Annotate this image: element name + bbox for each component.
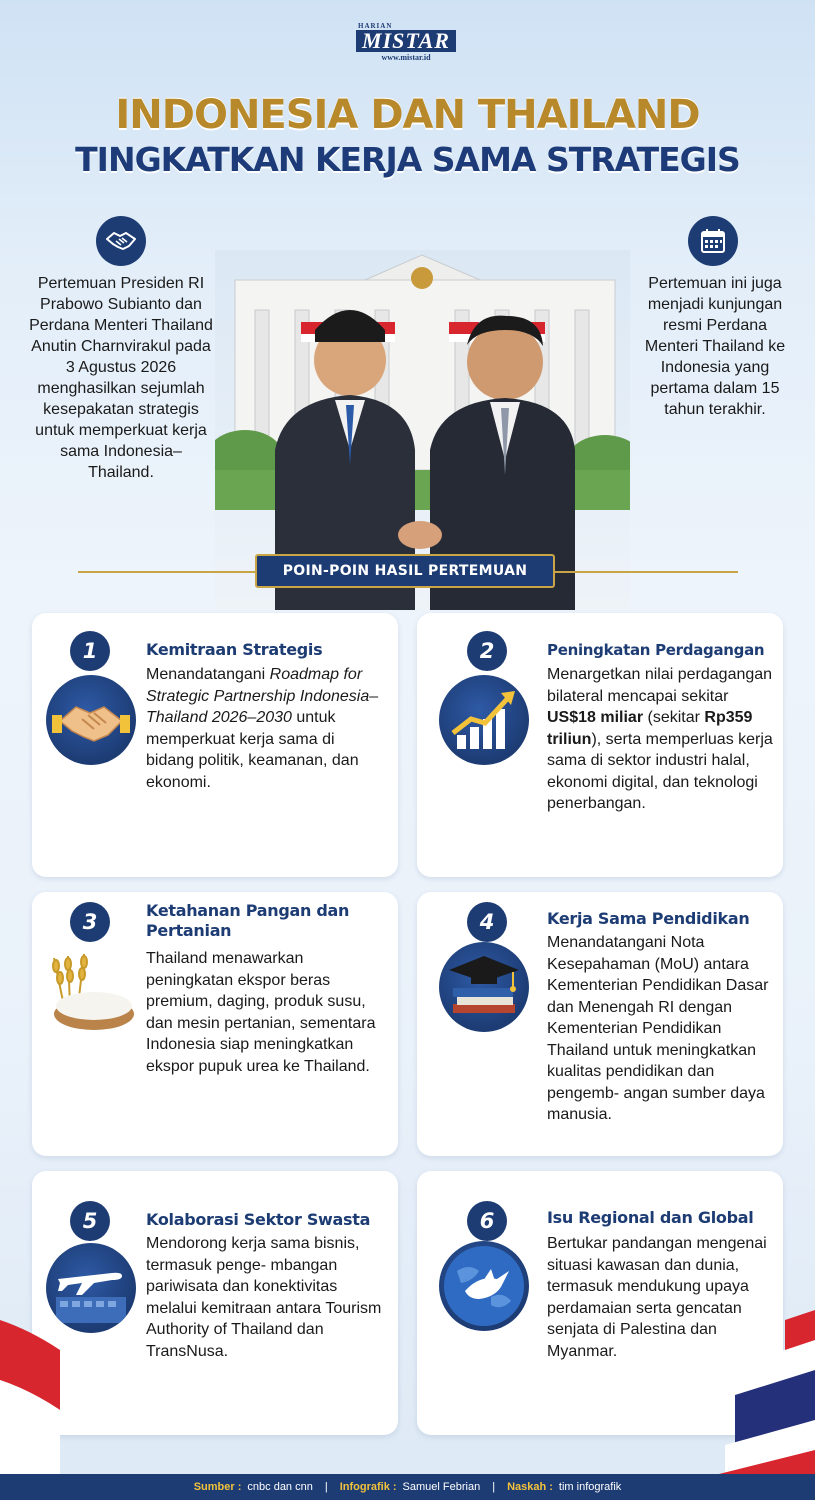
card-2-body-bold-1: US$18 miliar — [547, 709, 644, 726]
indonesia-flag-decoration — [0, 1290, 60, 1480]
logo-url: www.mistar.id — [381, 53, 431, 62]
card-2-body-mid: (sekitar — [643, 709, 705, 726]
title-line-1: INDONESIA DAN THAILAND — [115, 92, 700, 138]
title-line-2: TINGKATKAN KERJA SAMA STRATEGIS — [75, 140, 740, 179]
card-5-number: 5 — [70, 1201, 110, 1241]
intro-left-text: Pertemuan Presiden RI Prabowo Subianto dan Perdana Menteri Thailand Anutin Charnvirakul pada 3 Agustus 2026 menghasilkan sejumlah kesepakatan strategis untuk memperkuat kerja sama Indonesia– Thailand. — [29, 275, 213, 481]
source-value: cnbc dan cnn — [247, 1481, 313, 1493]
graduation-cap-icon — [439, 942, 529, 1032]
card-2-body-post: ), serta memperluas kerja sama di sektor industri halal, ekonomi digital, dan teknologi penerbangan. — [547, 730, 773, 812]
card-2-title: Peningkatan Perdagangan — [547, 641, 765, 659]
card-1-body-italic: Roadmap for Strategic Partnership Indonesia–Thailand 2026–2030 — [146, 666, 379, 726]
card-1-title: Kemitraan Strategis — [146, 640, 323, 659]
card-4-number: 4 — [467, 902, 507, 942]
card-6-body: Bertukar pandangan mengenai situasi kawasan dan dunia, termasuk mendukung upaya perdamaian serta gencatan senjata di Palestina dan Myanmar. — [547, 1235, 767, 1360]
card-5-title: Kolaborasi Sektor Swasta — [146, 1210, 371, 1229]
thailand-flag-decoration — [695, 1300, 815, 1480]
card-2-body — [547, 664, 777, 815]
text-value: tim infografik — [558, 1481, 622, 1493]
card-4-title: Kerja Sama Pendidikan — [547, 909, 750, 928]
card-1 — [32, 613, 398, 877]
card-2-number: 2 — [467, 631, 507, 671]
card-1-body-post: untuk memperkuat kerja sama di bidang politik, keamanan, dan ekonomi. — [146, 709, 359, 791]
card-3 — [32, 892, 398, 1156]
ribbon-line-right — [553, 571, 738, 573]
handshake-icon — [96, 216, 146, 266]
text-label: Naskah : — [507, 1481, 553, 1493]
card-6-title: Isu Regional dan Global — [547, 1208, 754, 1227]
card-2-body-pre: Menargetkan nilai perdagangan bilateral mencapai sekitar — [547, 666, 773, 705]
footer-separator: | — [492, 1481, 496, 1493]
intro-right-text: Pertemuan ini juga menjadi kunjungan resmi Perdana Menteri Thailand ke Indonesia yang pertama dalam 15 tahun terakhir. — [644, 275, 786, 418]
handshake-icon — [46, 675, 136, 765]
growth-chart-icon — [439, 675, 529, 765]
card-3-title: Ketahanan Pangan dan Pertanian — [146, 901, 350, 940]
graphic-value: Samuel Febrian — [402, 1481, 481, 1493]
card-1-body-pre: Menandatangani — [146, 666, 270, 683]
source-label: Sumber : — [193, 1481, 242, 1493]
footer-separator: | — [324, 1481, 328, 1493]
credits-footer — [0, 1474, 815, 1500]
mistar-logo[interactable] — [352, 22, 460, 70]
logo-small-text: HARIAN — [358, 22, 393, 30]
card-2-body-bold-2: Rp359 triliun — [547, 709, 753, 748]
dove-globe-icon — [439, 1241, 529, 1331]
card-1-number: 1 — [70, 631, 110, 671]
rice-icon — [44, 948, 136, 1038]
card-3-body: Thailand menawarkan peningkatan ekspor beras premium, daging, produk susu, dan mesin pertanian, sementara Indonesia siap meningkatkan ekspor pupuk urea ke Thailand. — [146, 950, 376, 1075]
card-6-number: 6 — [467, 1201, 507, 1241]
card-1-body — [146, 664, 386, 793]
section-label: POIN-POIN HASIL PERTEMUAN — [255, 554, 555, 588]
card-5 — [32, 1171, 398, 1435]
card-3-number: 3 — [70, 902, 110, 942]
card-2 — [417, 613, 783, 877]
card-5-body: Mendorong kerja sama bisnis, termasuk penge- mbangan pariwisata dan konektivitas melalui kemitraan antara Tourism Authority of Thailand dan TransNusa. — [146, 1235, 382, 1360]
card-4 — [417, 892, 783, 1156]
ribbon-line-left — [78, 571, 258, 573]
logo-name: MISTAR — [356, 30, 456, 52]
card-4-body: Menandatangani Nota Kesepahaman (MoU) antara Kementerian Pendidikan Dasar dan Menengah RI dengan Kementerian Pendidikan Thailand untuk meningkatkan kualitas pendidikan dan pengemb- angan sumber daya manusia. — [547, 934, 769, 1123]
graphic-label: Infografik : — [339, 1481, 397, 1493]
calendar-icon — [688, 216, 738, 266]
